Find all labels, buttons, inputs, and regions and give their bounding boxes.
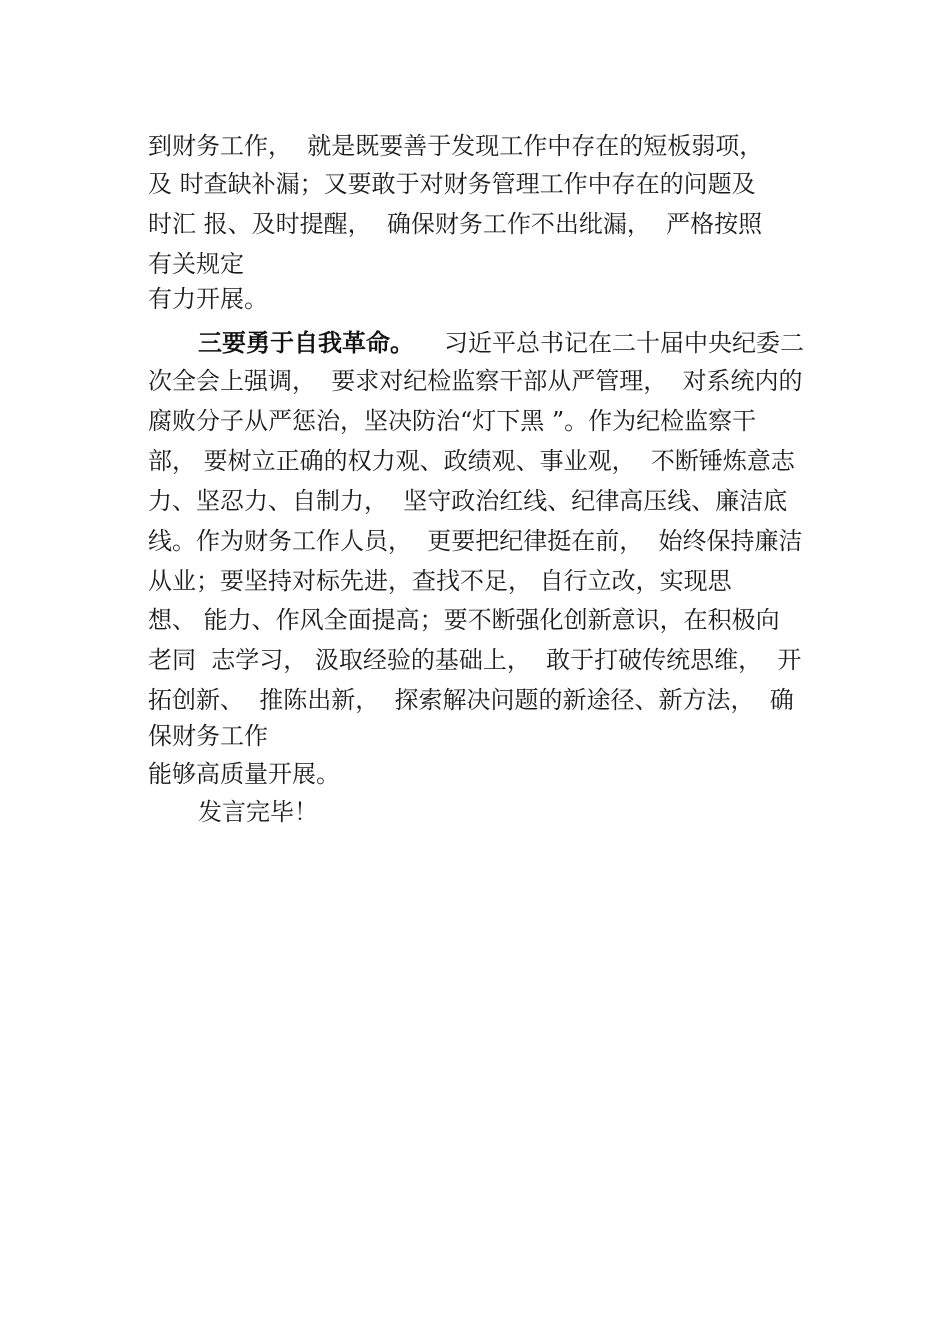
paragraph-line-8: 腐败分子从严惩治，坚决防治“灯下黑 ”。作为纪检监察干 [148,407,757,435]
paragraph-line-12: 从业；要坚持对标先进，查找不足， 自行立改，实现思 [148,567,732,595]
paragraph-line-15: 拓创新、 推陈出新， 探索解决问题的新途径、新方法， 确 [148,686,794,714]
closing-line: 发言完毕！ [198,798,318,826]
paragraph-line-4: 有关规定 [148,250,244,278]
paragraph-line-5: 有力开展。 [148,285,268,313]
paragraph-line-9: 部， 要树立正确的权力观、政绩观、事业观， 不断锤炼意志 [148,447,795,475]
paragraph-line-11: 线。作为财务工作人员， 更要把纪律挺在前， 始终保持廉洁 [148,527,803,555]
paragraph-line-6: 习近平总书记在二十届中央纪委二 [444,329,804,357]
paragraph-line-16: 保财务工作 [148,722,268,750]
paragraph-line-2: 及 时查缺补漏；又要敢于对财务管理工作中存在的问题及 [148,170,756,198]
paragraph-line-3: 时汇 报、及时提醒， 确保财务工作不出纰漏， 严格按照 [148,210,763,238]
paragraph-line-17: 能够高质量开展。 [148,760,340,788]
paragraph-line-14: 老同 志学习， 汲取经验的基础上， 敢于打破传统思维， 开 [148,646,802,674]
paragraph-line-1: 到财务工作， 就是既要善于发现工作中存在的短板弱项， [148,132,764,160]
paragraph-line-7: 次全会上强调， 要求对纪检监察干部从严管理， 对系统内的 [148,367,803,395]
paragraph-line-13: 想、 能力、作风全面提高；要不断强化创新意识，在积极向 [148,606,780,634]
paragraph-line-10: 力、坚忍力、自制力， 坚守政治红线、纪律高压线、廉洁底 [148,487,788,515]
section-heading: 三要勇于自我革命。 [198,329,414,357]
